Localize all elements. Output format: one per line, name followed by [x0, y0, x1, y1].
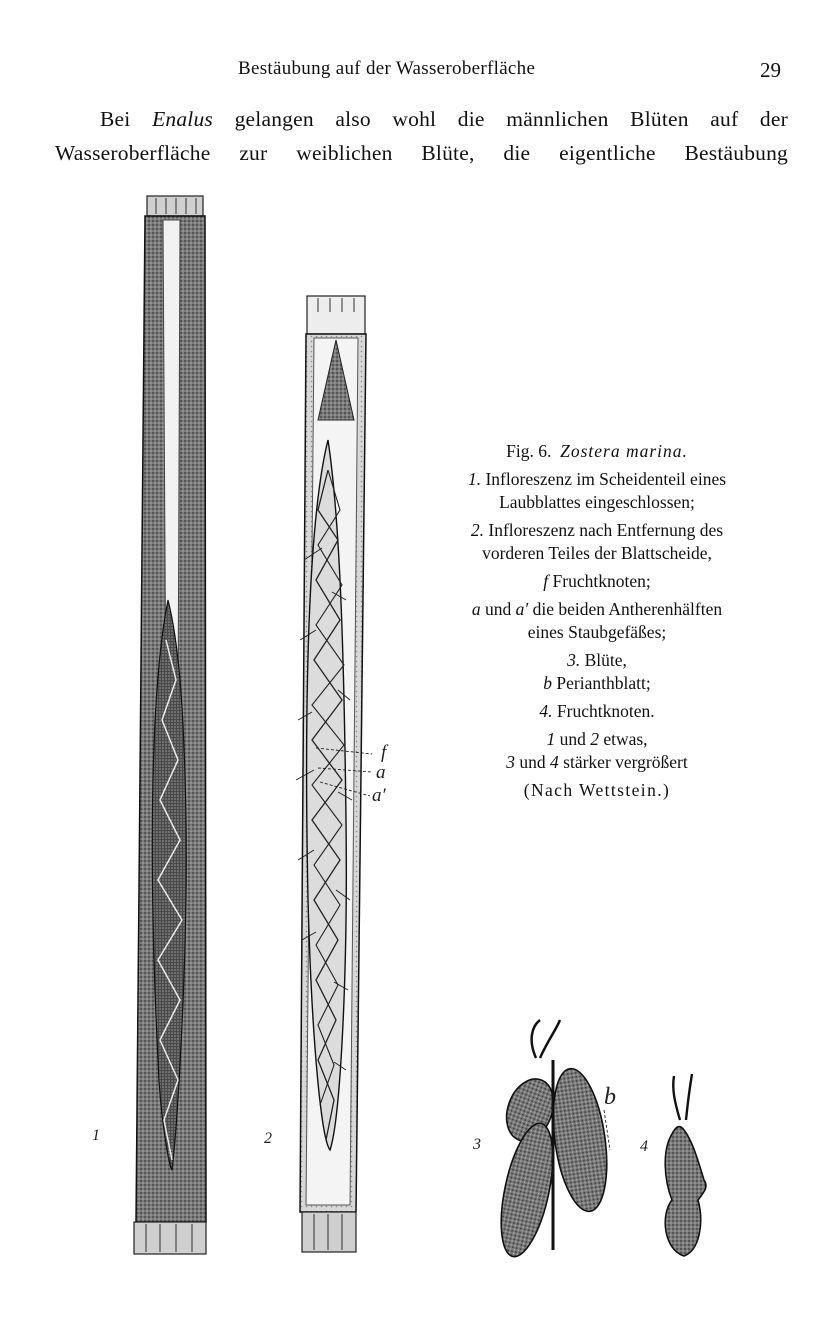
caption-a-text: die beiden Antherenhälften eines Staubgefäßes; [527, 599, 723, 642]
caption-item-4-number: 4. [539, 701, 553, 721]
figure-number-1: 1 [92, 1127, 100, 1144]
caption-b-text: Perianthblatt; [556, 673, 651, 693]
caption-species: Zostera marina. [560, 441, 688, 461]
caption-scale-und-2: und [519, 752, 546, 772]
genus-name-enalus: Enalus [152, 107, 213, 131]
caption-source: (Nach Wettstein.) [523, 780, 671, 800]
figure-caption [458, 440, 736, 807]
figure-number-4: 4 [640, 1138, 648, 1155]
figure-number-2: 2 [264, 1130, 272, 1147]
caption-item-2-text: Infloreszenz nach Entfernung des vorderen Teiles der Blattscheide, [482, 520, 724, 563]
caption-scale-text-2: stärker vergrößert [563, 752, 688, 772]
caption-title [458, 440, 736, 463]
caption-scale-n2: 2 [590, 729, 599, 749]
caption-b-symbol: b [543, 673, 553, 693]
label-a: a [376, 762, 386, 783]
caption-scale-und-1: und [559, 729, 586, 749]
caption-a-symbol: a [471, 599, 481, 619]
body-line-1-start: Bei [100, 107, 153, 131]
caption-item-1-text: Infloreszenz im Scheidenteil eines Laubblattes eingeschlossen; [485, 469, 727, 512]
figure-4-ovary [665, 1074, 706, 1256]
caption-item-1-number: 1. [467, 469, 482, 489]
body-line-2: Wasseroberfläche zur weiblichen Blüte, die eigentliche Bestäubung [55, 141, 788, 165]
caption-item-4 [458, 700, 736, 723]
caption-item-2 [458, 519, 736, 565]
caption-scale-n4: 4 [550, 752, 559, 772]
running-title: Bestäubung auf der Wasseroberfläche [238, 58, 536, 79]
caption-a-prime-symbol: a′ [515, 599, 529, 619]
caption-scale-n3: 3 [506, 752, 516, 772]
page-number: 29 [760, 58, 781, 82]
caption-scale-n1: 1 [546, 729, 556, 749]
figure-1-leaf-sheath [134, 196, 206, 1254]
label-a-prime: a′ [372, 785, 386, 806]
body-line-1-end: gelangen also wohl die männlichen Blüten auf der [213, 107, 788, 131]
caption-a [458, 598, 736, 644]
caption-item-3 [458, 649, 736, 695]
caption-item-2-number: 2. [470, 520, 485, 540]
label-f: f [381, 742, 387, 763]
caption-item-4-text: Fruchtknoten. [556, 701, 655, 721]
caption-scale [458, 728, 736, 774]
caption-a-und: und [485, 599, 512, 619]
caption-item-1 [458, 468, 736, 514]
caption-scale-text-1: etwas, [603, 729, 648, 749]
figure-2-inflorescence [296, 296, 372, 1252]
caption-item-3-number: 3. [567, 650, 581, 670]
label-b: b [604, 1084, 616, 1110]
figure-3-flower [491, 1020, 614, 1261]
caption-f-symbol: f [543, 571, 549, 591]
caption-f-text: Fruchtknoten; [552, 571, 651, 591]
caption-fig-number: Fig. 6. [506, 441, 552, 461]
figure-number-3: 3 [473, 1136, 481, 1153]
caption-f [458, 570, 736, 593]
caption-item-3-text: Blüte, [584, 650, 627, 670]
